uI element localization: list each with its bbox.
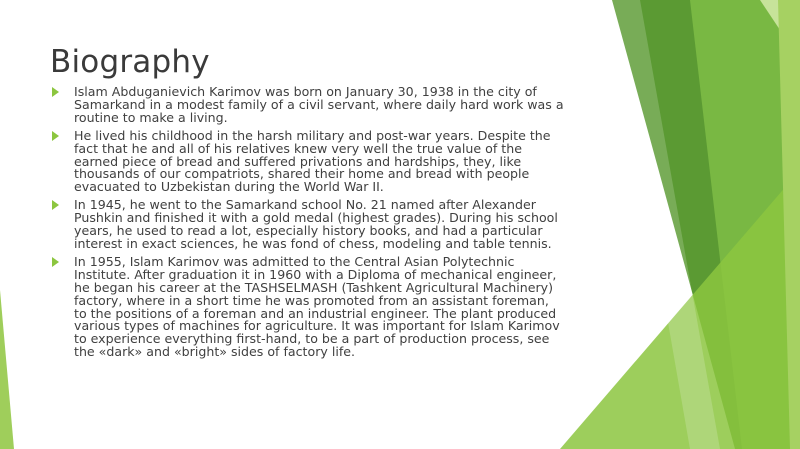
triangle-bullet-icon bbox=[52, 257, 59, 267]
bullet-text: Islam Abduganievich Karimov was born on January 30, 1938 in the city of Samarkand in a modest family of a civil servant, where daily hard work was a routine to make a living. bbox=[74, 84, 564, 125]
triangle-bullet-icon bbox=[52, 87, 59, 97]
left-edge-wedge bbox=[0, 290, 14, 449]
slide-title: Biography bbox=[50, 44, 210, 80]
bullet-text: He lived his childhood in the harsh military and post-war years. Despite the fact that he and all of his relatives knew very well the true value of the earned piece of bread and suffered privations and hardships, they, like thousands of our compatriots, shared their home and bread with people evacuated to Uzbekistan during the World War II. bbox=[74, 127, 551, 195]
triangle-bullet-icon bbox=[52, 200, 59, 210]
list-item bbox=[50, 253, 565, 360]
bullet-list bbox=[50, 86, 565, 364]
bullet-text: In 1955, Islam Karimov was admitted to the Central Asian Polytechnic Institute. After graduation it in 1960 with a Diploma of mechanical engineer, he began his career at the TASHSELMASH (Tashkent Agricultural Machinery) factory, where in a short time he was promoted from an assistant foreman, to the positions of a foreman and an industrial engineer. The plant produced various types of machines for agriculture. It was important for Islam Karimov to experience everything first-hand, to be a part of production process, see the «dark» and «bright» sides of factory life. bbox=[74, 253, 560, 360]
list-item bbox=[50, 127, 565, 195]
watermark-text: ysoft bbox=[459, 139, 627, 325]
triangle-bullet-icon bbox=[52, 131, 59, 141]
bullet-text: In 1945, he went to the Samarkand school No. 21 named after Alexander Pushkin and finished it with a gold medal (highest grades). During his school years, he used to read a lot, especially history books, and had a particular interest in exact sciences, he was fond of chess, modeling and table tennis. bbox=[74, 197, 558, 251]
list-item bbox=[50, 199, 565, 251]
list-item bbox=[50, 86, 565, 125]
